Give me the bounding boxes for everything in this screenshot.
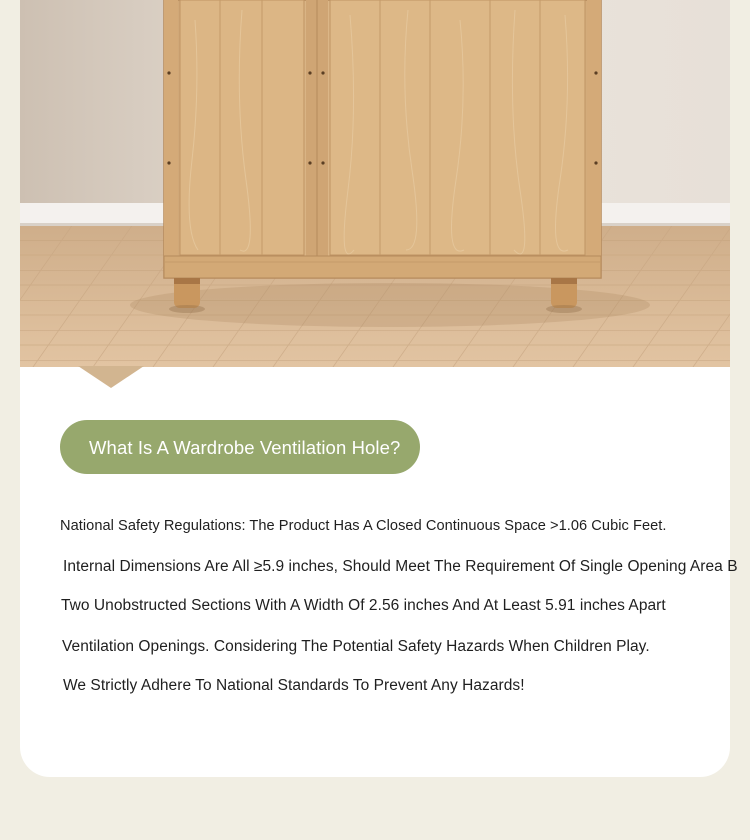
body-line-5: We Strictly Adhere To National Standards To Prevent Any Hazards!	[63, 677, 525, 694]
body-line-3: Two Unobstructed Sections With A Width Of 2.56 inches And At Least 5.91 inches Apart	[61, 597, 666, 614]
body-line-2: Internal Dimensions Are All ≥5.9 inches, Should Meet The Requirement Of Single Opening Area B	[63, 558, 738, 575]
body-line-4: Ventilation Openings. Considering The Potential Safety Hazards When Children Play.	[62, 638, 650, 655]
content-card	[20, 0, 738, 777]
section-heading-text: What Is A Wardrobe Ventilation Hole?	[89, 437, 401, 458]
section-heading	[60, 420, 420, 474]
body-line-1: National Safety Regulations: The Product Has A Closed Continuous Space >1.06 Cubic Feet.	[60, 518, 667, 534]
image-pointer-triangle	[78, 366, 144, 388]
wardrobe-product-photo	[20, 0, 730, 367]
